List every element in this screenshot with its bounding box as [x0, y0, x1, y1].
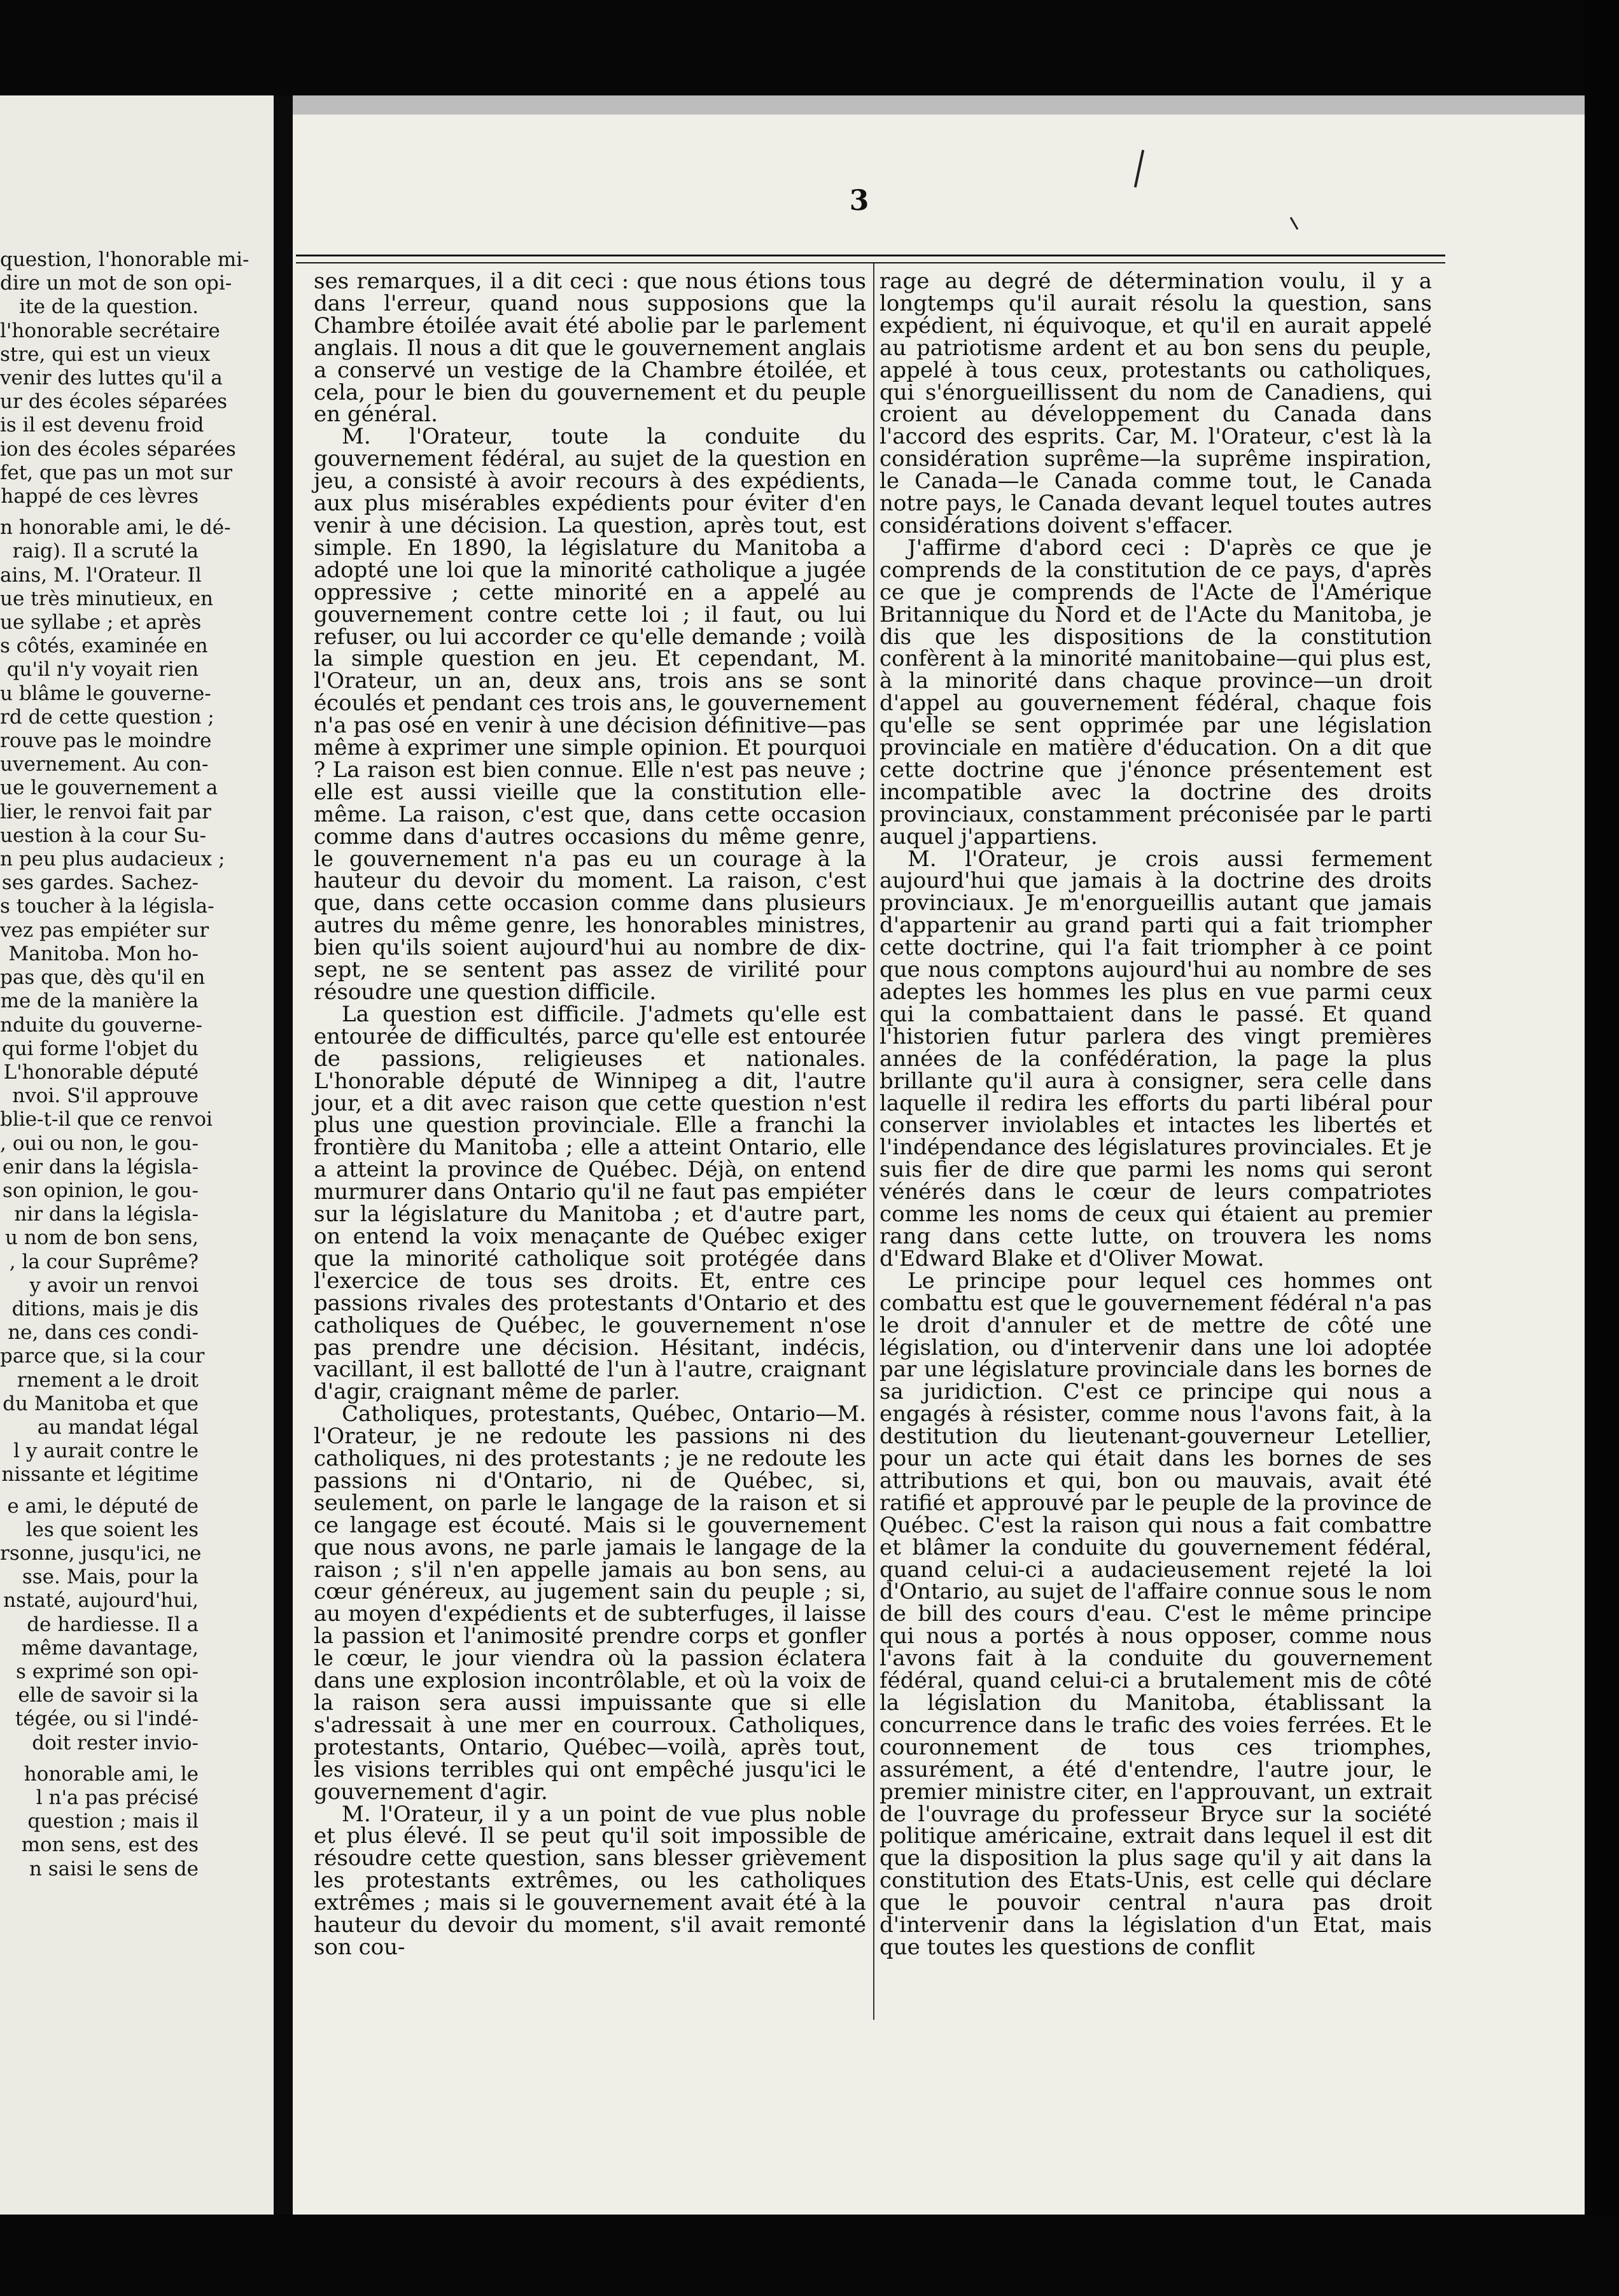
paragraph: La question est difficile. J'admets qu'elle est entourée de difficultés, parce qu'elle est entourée de passions, religieuses et nationales. L'honorable député de Winnipeg a dit, l'autre jour, et a dit avec raison que cette question n'est plus une question provinciale. Elle a franchi la frontière du Manitoba ; elle a atteint Ontario, elle a atteint la province de Québec. Déjà, on entend murmurer dans Ontario qu'il ne faut pas empiéter sur la législature du Manitoba ; et d'autre part, on entend la voix menaçante de Québec exiger que la minorité catholique soit protégée dans l'exercice de tous ses droits. Et, entre ces passions rivales des protestants d'Ontario et des catholiques de Québec, le gouvernement n'ose pas prendre une décision. Hésitant, indécis, vacillant, il est ballotté de l'un à l'autre, craignant d'agir, craignant même de parler. [314, 1001, 866, 1405]
film-border-top [0, 0, 1619, 95]
header-rule-thin [296, 262, 1445, 263]
middle-column [314, 270, 866, 1959]
paragraph: M. l'Orateur, je crois aussi fermement aujourd'hui que jamais à la doctrine des droits provinciaux. Je m'enorgueillis autant que jamais d'appartenir au grand parti qui a fait triompher cette doctrine, qui l'a fait triompher à ce point que nous comptons aujourd'hui au nombre de ses adeptes les hommes les plus en vue parmi ceux qui la combattaient dans le passé. Et quand l'historien futur parlera des vingt premières années de la confédération, la page la plus brillante qu'il aura à consigner, sera celle dans laquelle il redira les efforts du parti libéral pour conserver inviolables et intactes les libertés et l'indépendance des législatures provinciales. Et je suis fier de dire que parmi les noms qui seront vénérés dans le cœur de leurs compatriotes comme les noms de ceux qui étaient au premier rang dans cette lutte, on trouvera les noms d'Edward Blake et d'Oliver Mowat. [880, 846, 1432, 1271]
left-fragment-1: question, l'honorable mi- dire un mot de son opi- ite de la question. l'honorable secrétaire stre, qui est un vieux venir des luttes qu'il a ur des écoles séparées is il est devenu froid ion des écoles séparées fet, que pas un mot sur happé de ces lèvres [0, 248, 249, 508]
paragraph: rage au degré de détermination voulu, il y a longtemps qu'il aurait résolu la question, sans expédient, ni équivoque, et qu'il en aurait appelé au patriotisme ardent et au bon sens du peuple, appelé à tous ceux, protestants ou catholiques, qui s'énorgueillissent du nom de Canadiens, qui croient au développement du Canada dans l'accord des esprits. Car, M. l'Orateur, c'est là la considération suprême—la suprême inspiration, le Canada—le Canada comme tout, le Canada notre pays, le Canada devant lequel toutes autres considérations doivent s'effacer. [880, 269, 1432, 538]
left-fragment-4: honorable ami, le l n'a pas précisé question ; mais il mon sens, est des n saisi le sens de [21, 1762, 199, 1880]
column-divider [873, 263, 874, 2020]
paragraph: M. l'Orateur, toute la conduite du gouvernement fédéral, au sujet de la question en jeu, a consisté à avoir recours à des expédients, aux plus misérables expédients pour éviter d'en venir à une décision. La question, après tout, est simple. En 1890, la législature du Manitoba a adopté une loi que la minorité catholique a jugée oppressive ; cette minorité en a appelé au gouvernement contre cette loi ; il faut, ou lui refuser, ou lui accorder ce qu'elle demande ; voilà la simple question en jeu. Et cependant, M. l'Orateur, un an, deux ans, trois ans se sont écoulés et pendant ces trois ans, le gouvernement n'a pas osé en venir à une décision définitive—pas même à exprimer une simple opinion. Et pourquoi ? La raison est bien connue. Elle n'est pas neuve ; elle est aussi vieille que la constitution elle-même. La raison, c'est que, dans cette occasion comme dans d'autres occasions du même genre, le gouvernement n'a pas eu un courage à la hauteur du devoir du moment. La raison, c'est que, dans cette occasion comme dans plusieurs autres du même genre, les honorables ministres, bien qu'ils soient aujourd'hui au nombre de dix-sept, ne se sentent pas assez de virilité pour résoudre une question difficile. [314, 424, 866, 1005]
page-number: 3 [849, 185, 869, 217]
page-gutter [274, 95, 293, 2215]
paragraph: J'affirme d'abord ceci : D'après ce que je comprends de la constitution de ce pays, d'après ce que je comprends de l'Acte de l'Amérique Britannique du Nord et de l'Acte du Manitoba, je dis que les dispositions de la constitution confèrent à la minorité manitobaine—qui plus est, à la minorité dans chaque province—un droit d'appel au gouvernement fédéral, chaque fois qu'elle se sent opprimée par une législation provinciale en matière d'éducation. On a dit que cette doctrine que j'énonce présentement est incompatible avec la doctrine des droits provinciaux, constamment préconisée par le parti auquel j'appartiens. [880, 535, 1432, 850]
paragraph: Catholiques, protestants, Québec, Ontario—M. l'Orateur, je ne redoute les passions ni des catholiques, ni des protestants ; je ne redoute les passions ni d'Ontario, ni de Québec, si, seulement, on parle le langage de la raison et si ce langage est écouté. Mais si le gouvernement que nous avons, ne parle jamais le langage de la raison ; s'il n'en appelle jamais au bon sens, au cœur généreux, au jugement sain du peuple ; si, au moyen d'expédients et de subterfuges, il laisse la passion et l'animosité prendre corps et gonfler le cœur, le jour viendra où la passion éclatera dans une explosion incontrôlable, et où la voix de la raison sera aussi impuissante que si elle s'adressait à une mer en courroux. Catholiques, protestants, Ontario, Québec—voilà, après tout, les visions terribles qui ont empêché jusqu'ici le gouvernement d'agir. [314, 1401, 866, 1805]
paragraph: ses remarques, il a dit ceci : que nous étions tous dans l'erreur, quand nous supposions que la Chambre étoilée avait été abolie par le parlement anglais. Il nous a dit que le gouvernement anglais a conservé un vestige de la Chambre étoilée, et cela, pour le bien du gouvernement et du peuple en général. [314, 269, 866, 428]
film-border-right [1585, 0, 1619, 2296]
right-column [880, 270, 1432, 1959]
left-page-fragment [0, 95, 274, 2215]
left-page-column [0, 248, 274, 1889]
header-rule-thick [296, 255, 1445, 256]
left-fragment-3: e ami, le député de les que soient les rsonne, jusqu'ici, ne sse. Mais, pour la nstaté, aujourd'hui, de hardiesse. Il a même davantage, s exprimé son opi- elle de savoir si la tégée, ou si l'indé- doit rester invio- [0, 1494, 202, 1754]
paragraph: Le principe pour lequel ces hommes ont combattu est que le gouvernement fédéral n'a pas le droit d'annuler et de mettre de côté une législation, ou d'intervenir dans une loi adoptée par une législature provinciale dans les bornes de sa juridiction. C'est ce principe qui nous a engagés à résister, comme nous l'avons fait, à la destitution du lieutenant-gouverneur Letellier, pour un acte qui était dans les bornes de ses attributions et qui, bon ou mauvais, avait été ratifié et approuvé par le peuple de la province de Québec. C'est la raison qui nous a fait combattre et blâmer la conduite du gouvernement fédéral, quand celui-ci a audacieusement rejeté la loi d'Ontario, au sujet de l'affaire connue sous le nom de bill des cours d'eau. C'est le même principe qui nous a portés à nous opposer, comme nous l'avons fait à la conduite du gouvernement fédéral, quand celui-ci a brutalement mis de côté la législation du Manitoba, établissant la concurrence dans le trafic des voies ferrées. Et le couronnement de tous ces triomphes, assurément, a été d'entendre, l'autre jour, le premier ministre citer, en l'approuvant, un extrait de l'ouvrage du professeur Bryce sur la société politique américaine, extrait dans lequel il est dit que la disposition la plus sage qu'il y ait dans la constitution des Etats-Unis, est celle qui déclare que le pouvoir central n'aura pas droit d'intervenir dans la législation d'un Etat, mais que toutes les questions de conflit [880, 1268, 1432, 1960]
film-border-bottom [0, 2215, 1619, 2296]
left-fragment-2: n honorable ami, le dé- raig). Il a scruté la ains, M. l'Orateur. Il ue très minutieux, en ue syllabe ; et après s côtés, examinée en qu'il n'y voyait rien u blâme le gouverne- rd de cette question ; rouve pas le moindre uvernement. Au con- ue le gouvernement a lier, le renvoi fait par uestion à la cour Su- n peu plus audacieux ; ses gardes. Sachez- s toucher à la législa- vez pas empiéter sur Manitoba. Mon ho- pas que, dès qu'il en me de la manière la nduite du gouverne- qui forme l'objet du L'honorable député nvoi. S'il approuve blie-t-il que ce renvoi , oui ou non, le gou- enir dans la législa- son opinion, le gou- nir dans la législa- u nom de bon sens, , la cour Suprême? y avoir un renvoi ditions, mais je dis ne, dans ces condi- parce que, si la cour rnement a le droit du Manitoba et que au mandat légal l y aurait contre le nissante et légitime [0, 516, 231, 1487]
paragraph: M. l'Orateur, il y a un point de vue plus noble et plus élevé. Il se peut qu'il soit impossible de résoudre cette question, sans blesser grièvement les protestants extrêmes, ou les catholiques extrêmes ; mais si le gouvernement avait été à la hauteur du devoir du moment, s'il avait remonté son cou- [314, 1801, 866, 1960]
